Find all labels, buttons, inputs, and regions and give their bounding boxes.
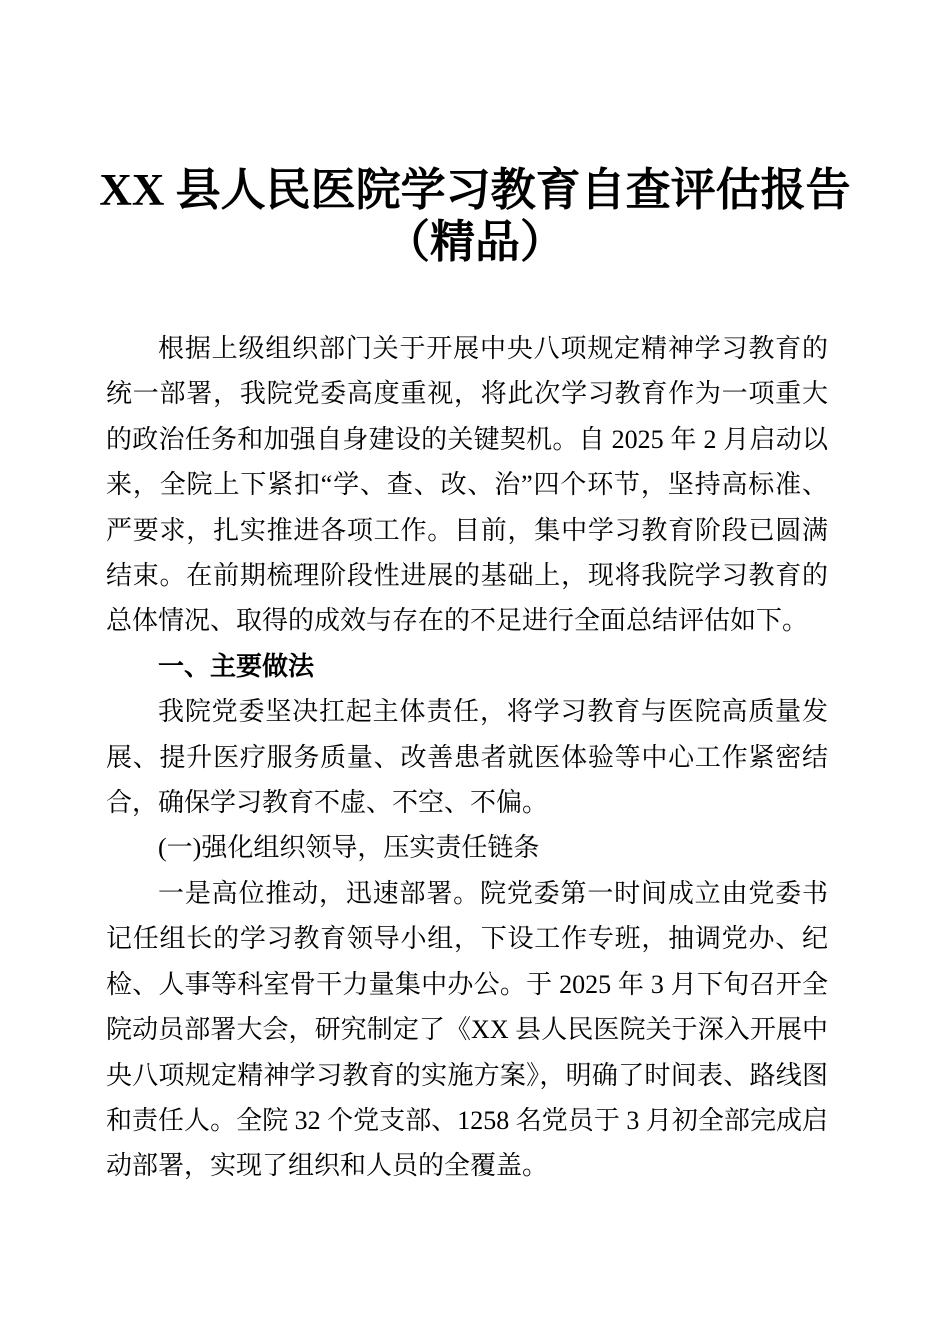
document-title bbox=[60, 164, 890, 268]
section-heading-main-practices: 一、主要做法 bbox=[158, 650, 315, 681]
document-title-line-1: XX 县人民医院学习教育自查评估报告 bbox=[99, 165, 851, 215]
paragraph-responsibility: 我院党委坚决扛起主体责任，将学习教育与医院高质量发展、提升医疗服务质量、改善患者就医体验等中心工作紧密结合，确保学习教育不虚、不空、不偏。 bbox=[106, 697, 828, 818]
paragraph-intro: 根据上级组织部门关于开展中央八项规定精神学习教育的统一部署，我院党委高度重视，将此次学习教育作为一项重大的政治任务和加强自身建设的关键契机。自 2025 年 2 月启动以来，全院上下紧扣“学、查、改、治”四个环节，坚持高标准、严要求，扎实推进各项工作。目前，集中学习教育阶段已圆满结束。在前期梳理阶段性进展的基础上，现将我院学习教育的总体情况、取得的成效与存在的不足进行全面总结评估如下。 bbox=[106, 334, 828, 636]
document-body bbox=[106, 326, 828, 1189]
paragraph-deployment: 一是高位推动，迅速部署。院党委第一时间成立由党委书记任组长的学习教育领导小组，下设工作专班，抽调党办、纪检、人事等科室骨干力量集中办公。于 2025 年 3 月下旬召开全院动员部署大会，研究制定了《XX 县人民医院关于深入开展中央八项规定精神学习教育的实施方案》，明确了时间表、路线图和责任人。全院 32 个党支部、1258 名党员于 3 月初全部完成启动部署，实现了组织和人员的全覆盖。 bbox=[106, 878, 828, 1181]
document-title-line-2: （精品） bbox=[384, 217, 565, 267]
sub-heading-organization-leadership: (一)强化组织领导，压实责任链条 bbox=[158, 833, 540, 863]
